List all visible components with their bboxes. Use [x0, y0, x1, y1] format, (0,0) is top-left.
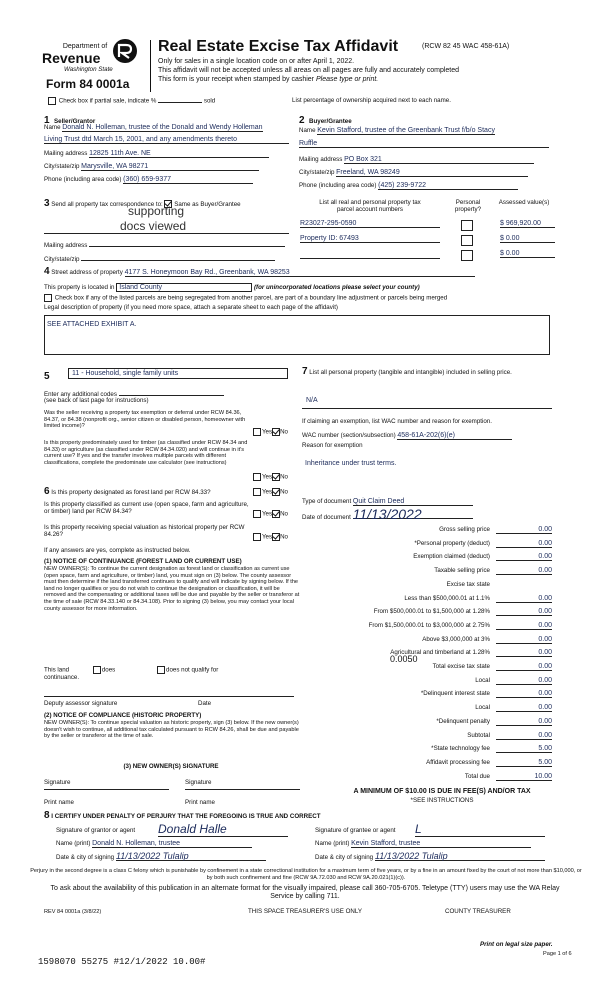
forest-no-checkbox[interactable]	[272, 488, 280, 496]
reason-label: Reason for exemption	[302, 442, 363, 449]
legal-label: Legal description of property (if you need more space, attach a separate sheet to each page of the affidavit)	[44, 304, 338, 311]
parcels-header: List all real and personal property tax parcel account numbers	[319, 199, 421, 214]
historic-yes-checkbox[interactable]	[253, 533, 261, 541]
section7-line	[302, 408, 552, 409]
section3-name-line	[44, 233, 289, 234]
tax-row-label: Taxable selling price	[434, 567, 490, 575]
grantee-date-row: Date & city of signing 11/13/2022 Tulalip	[315, 853, 545, 861]
grantee-sig-label: Signature of grantee or agent	[315, 827, 396, 834]
tax-row-value[interactable]: 0.00	[496, 567, 552, 575]
q1-no-checkbox[interactable]	[272, 428, 280, 436]
notice1-text: NEW OWNER(S): To continue the current designation as forest land or classification as current use (open space, farm and agriculture, or timber) land, you must sign on (3) below. The county assessor must then determine if the land transferred continues to qualify and will indicate by signing below. If the land no longer qualifies or you do not wish to continue the designation or classification, it will be removed and the compensating or additional taxes will be due and payable by the seller or transferor at the time of sale (RCW 84.33.140 or 84.34.108). Prior to signing (3) below, you may contact your local county assessor for more information.	[44, 566, 300, 612]
segregate-row: Check box if any of the listed parcels are being segregated from another parcel, are part of a boundary line adjustment or parcels being merged	[44, 294, 564, 302]
legal-paper-note: Print on legal size paper.	[480, 941, 553, 948]
wac-row: WAC number (section/subsection) 458-61A-202(6)(e)	[302, 432, 512, 440]
assessed-value-header: Assessed value(s)	[498, 199, 550, 206]
tax-row-label: *Delinquent penalty	[436, 717, 490, 725]
grantee-signature[interactable]: L	[415, 822, 545, 837]
doc-type-row: Type of document Quit Claim Deed	[302, 498, 473, 506]
revenue-label: Revenue	[42, 50, 101, 66]
buyer-heading: 2 Buyer/Grantee	[299, 115, 352, 126]
partial-sale-checkbox[interactable]	[48, 97, 56, 105]
parcel-number-1[interactable]: R23027-295-0590	[300, 220, 440, 228]
personal-property-checkbox-3[interactable]	[461, 248, 473, 266]
seller-name-row: Name Donald N. Holleman, trustee of the Donald and Wendy Holleman	[44, 124, 263, 131]
grantor-name-row: Name (print) Donald N. Holleman, trustee	[56, 840, 252, 848]
partial-sale-row: Check box if partial sale, indicate % sold	[48, 97, 215, 105]
parcel-number-3[interactable]	[300, 250, 440, 259]
buyer-phone-row: Phone (including area code) (425) 239-9722	[299, 182, 518, 190]
new-owner-print-1[interactable]: Print name	[44, 799, 74, 806]
section5-q2-answer: Yes No	[253, 473, 288, 481]
dept-label: Department of	[62, 43, 108, 50]
form-number: Form 84 0001a	[46, 77, 130, 91]
section3-city-row: City/state/zip	[44, 254, 275, 263]
tax-row-value[interactable]: 0.00	[496, 540, 552, 548]
section6-q2-answer: Yes No	[253, 510, 288, 518]
buyer-city-row: City/state/zip Freeland, WA 98249	[299, 169, 528, 177]
state-label: Washington State	[64, 66, 113, 73]
legal-description: SEE ATTACHED EXHIBIT A.	[47, 321, 137, 328]
buyer-city[interactable]: Freeland, WA 98249	[336, 169, 528, 177]
seller-mailing[interactable]: 12825 11th Ave. NE	[89, 150, 269, 158]
historic-no-checkbox[interactable]	[272, 533, 280, 541]
buyer-phone[interactable]: (425) 239-9722	[378, 182, 518, 190]
doc-type[interactable]: Quit Claim Deed	[353, 498, 473, 506]
section5-q2: Is this property predominately used for timber (as classified under RCW 84.34 and 84.33) or agriculture (as classified under RCW 84.34.020) and will continue in it's current use? If yes and the transfer involves multiple parcels with different classifications, complete the predominate use calculator (see instructions)	[44, 440, 248, 466]
tax-row-value[interactable]: 10.00	[496, 773, 552, 781]
section3-mailing-row: Mailing address	[44, 240, 285, 249]
revision: REV 84 0001a (3/8/22)	[44, 909, 102, 915]
grantor-date-row: Date & city of signing 11/13/2022 Tulalip	[56, 853, 266, 861]
section5-q1-answer: Yes No	[253, 428, 288, 436]
legal-description-box[interactable]	[44, 315, 550, 355]
county-select[interactable]: Island County	[116, 283, 252, 292]
q1-yes-checkbox[interactable]	[253, 428, 261, 436]
grantee-name-row: Name (print) Kevin Stafford, trustee	[315, 840, 531, 848]
tax-row-label: Gross selling price	[439, 526, 490, 533]
tax-row-value[interactable]: 0.00	[496, 704, 552, 712]
tax-row-label: Agricultural and timberland at 1.28%	[390, 649, 490, 657]
tax-row-value[interactable]: 5.00	[496, 745, 552, 753]
tax-row-value[interactable]: 5.00	[496, 759, 552, 767]
cashier-stamp: 1598070 55275 #12/1/2022 10.00#	[38, 957, 206, 967]
tax-row-label: Subtotal	[467, 731, 490, 739]
street-row: 4 Street address of property 4177 S. Honeymoon Bay Rd., Greenbank, WA 98253	[44, 268, 556, 277]
additional-codes-row: Enter any additional codes	[44, 389, 224, 398]
continuance-label: continuance.	[44, 674, 80, 681]
dor-logo-icon	[112, 38, 138, 64]
additional-codes-input[interactable]	[119, 389, 224, 396]
tax-row-label: *State technology fee	[431, 745, 490, 753]
grantor-signature[interactable]: Donald Halle	[158, 822, 288, 837]
seller-phone-row: Phone (including area code) (360) 659-9377	[44, 176, 253, 184]
exemption-label: If claiming an exemption, list WAC number and reason for exemption.	[302, 418, 492, 425]
tax-row-value[interactable]: 0.00	[496, 608, 552, 616]
tax-row-label: Local	[475, 704, 490, 712]
notice2-text: NEW OWNER(S): To continue special valuation as historic property, sign (3) below. If the new owner(s) doesn't wish to continue, all additional tax calculated pursuant to RCW 84.26, shall be due and payable by the seller or transferor at the time of sale.	[44, 720, 299, 740]
assessed-value-2[interactable]: $ 0.00	[500, 235, 555, 243]
tax-row-value[interactable]: 0.00	[496, 553, 552, 561]
street-address[interactable]: 4177 S. Honeymoon Bay Rd., Greenbank, WA 98253	[125, 269, 475, 277]
minimum-notice: A MINIMUM OF $10.00 IS DUE IN FEE(S) AND/OR TAX	[353, 788, 531, 795]
tax-row-label: Total excise tax state	[432, 663, 490, 670]
doc-date[interactable]: 11/13/2022	[353, 511, 473, 519]
additional-codes-note: (see back of last page for instructions)	[44, 397, 149, 404]
notice3-title: (3) NEW OWNER(S) SIGNATURE	[123, 763, 219, 770]
parcel-number-2[interactable]: Property ID: 67493	[300, 235, 440, 243]
header-sub1: Only for sales in a single location code on or after April 1, 2022.	[158, 58, 355, 65]
assessed-value-3[interactable]: $ 0.00	[500, 250, 555, 258]
tax-row-label: From $1,500,000.01 to $3,000,000 at 2.75%	[368, 621, 490, 629]
tax-row-value[interactable]: 0.00	[496, 718, 552, 726]
wac-number[interactable]: 458-61A-202(6)(e)	[397, 432, 512, 440]
does-not-checkbox[interactable]	[157, 666, 165, 674]
page-title: Real Estate Excise Tax Affidavit	[158, 38, 399, 55]
new-owner-print-2[interactable]: Print name	[185, 799, 215, 806]
statute-ref: (RCW 82 45 WAC 458-61A)	[422, 43, 510, 50]
page-number: Page 1 of 6	[543, 951, 572, 957]
header-sub2: This affidavit will not be accepted unless all areas on all pages are fully and accurately completed	[158, 67, 460, 74]
supporting-stamp: supporting	[128, 204, 185, 218]
exemption-reason[interactable]: Inheritance under trust terms.	[305, 460, 397, 467]
sig-line-1	[44, 789, 169, 790]
tax-row-label: *Personal property (deduct)	[414, 539, 490, 547]
tax-row-label: *Delinquent interest state	[420, 690, 490, 698]
header-sub3: This form is your receipt when stamped by cashier Please type or print.	[158, 76, 379, 83]
tax-row-value[interactable]: 0.00	[496, 649, 552, 657]
tax-row-label: Local	[475, 676, 490, 684]
seller-phone[interactable]: (360) 659-9377	[123, 176, 253, 184]
q2-no-checkbox[interactable]	[272, 473, 280, 481]
see-instructions: *SEE INSTRUCTIONS	[410, 797, 474, 804]
personal-property-header: Personal property?	[454, 199, 482, 214]
tax-row-value[interactable]: 0.00	[496, 595, 552, 603]
new-owner-sig-1[interactable]: Signature	[44, 779, 71, 786]
tax-row-value[interactable]: 0.00	[496, 636, 552, 644]
seller-mailing-row: Mailing address 12825 11th Ave. NE	[44, 150, 269, 158]
section5-num: 5	[44, 371, 50, 382]
forest-yes-checkbox[interactable]	[253, 488, 261, 496]
tax-row-value[interactable]: 0.00	[496, 677, 552, 685]
section6-q1-answer: Yes No	[253, 488, 288, 496]
use-code-select[interactable]: 11 - Household, single family units	[68, 368, 288, 379]
assessed-value-1[interactable]: $ 969,920.00	[500, 220, 555, 228]
tax-row-value[interactable]: 0.00	[496, 732, 552, 740]
current-use-yes-checkbox[interactable]	[253, 510, 261, 518]
section6-q3: Is this property receiving special valuation as historical property per RCW 84.26?	[44, 524, 245, 539]
deputy-sig-label: Deputy assessor signature	[44, 700, 118, 707]
tax-row-label: Total due	[464, 772, 490, 780]
current-use-no-checkbox[interactable]	[272, 510, 280, 518]
tax-row-label: Above $3,000,000 at 3%	[422, 635, 490, 643]
tax-row-value[interactable]: 0.00	[496, 690, 552, 698]
q2-yes-checkbox[interactable]	[253, 473, 261, 481]
notice2-title: (2) NOTICE OF COMPLIANCE (HISTORIC PROPERTY)	[44, 712, 202, 719]
does-checkbox[interactable]	[93, 666, 101, 674]
county-treasurer: COUNTY TREASURER	[445, 908, 511, 915]
tax-row-label: Less than $500,000.01 at 1.1%	[404, 594, 490, 602]
pct-instruction: List percentage of ownership acquired next to each name.	[292, 97, 451, 104]
new-owner-sig-2[interactable]: Signature	[185, 779, 212, 786]
buyer-name-2[interactable]: Ruffle	[299, 140, 549, 148]
buyer-mailing[interactable]: PO Box 321	[344, 156, 534, 164]
grantee-print-name[interactable]: Kevin Stafford, trustee	[351, 840, 531, 848]
buyer-mailing-row: Mailing address PO Box 321	[299, 156, 534, 164]
tax-row-label: Exemption claimed (deduct)	[413, 553, 490, 561]
buyer-name-1[interactable]: Kevin Stafford, trustee of the Greenbank Trust f/b/o Stacy	[317, 127, 495, 134]
county-row: This property is located in Island County (for unincorporated locations please select your county)	[44, 284, 420, 291]
buyer-name-row: Name Kevin Stafford, trustee of the Greenbank Trust f/b/o Stacy	[299, 127, 495, 134]
accessibility-notice: To ask about the availability of this publication in an alternate format for the visually impaired, please call 360-705-6705. Teletype (TTY) users may use the WA Relay Service by calling 711.	[50, 885, 560, 901]
tax-row-label: From $500,000.01 to $1,500,000 at 1.28%	[373, 608, 490, 616]
tax-row-label: Affidavit processing fee	[426, 758, 490, 766]
grantor-print-name[interactable]: Donald N. Holleman, trustee	[92, 840, 252, 848]
section7-label: 7 List all personal property (tangible and intangible) included in selling price.	[302, 366, 512, 377]
if-yes-instruction: If any answers are yes, complete as instructed below.	[44, 547, 191, 554]
perjury-notice: Perjury in the second degree is a class C felony which is punishable by confinement in a state correctional institution for a maximum term of five years, or by a fine in an amount fixed by the court of not more than $10,000, or by both such confinement and fine (RCW 9A.72.030 and RCW 9A.20.021(1)(c)).	[30, 868, 582, 881]
tax-row-value[interactable]: 0.00	[496, 622, 552, 630]
treasurer-use: THIS SPACE TREASURER'S USE ONLY	[248, 908, 362, 915]
grantee-date[interactable]: 11/13/2022 Tulalip	[375, 853, 545, 861]
seller-city[interactable]: Marysville, WA 98271	[81, 163, 259, 171]
deputy-date-label: Date	[198, 700, 212, 707]
seller-name-1[interactable]: Donald N. Holleman, trustee of the Donald and Wendy Holleman	[62, 124, 263, 131]
certify-text: 8 I CERTIFY UNDER PENALTY OF PERJURY THAT THE FOREGOING IS TRUE AND CORRECT	[44, 810, 321, 821]
personal-property-list[interactable]: N/A	[306, 397, 318, 404]
section5-q1: Was the seller receiving a property tax exemption or deferral under RCW 84.36, 84.37, or 84.38 (nonprofit org., senior citizen or disabled person, homeowner with limited income)?	[44, 410, 246, 430]
tax-row-value[interactable]: 0.00	[496, 663, 552, 671]
grantor-date[interactable]: 11/13/2022 Tulalip	[116, 853, 266, 861]
local-rate: 0.0050	[390, 654, 418, 664]
section6-q3-answer: Yes No	[253, 533, 288, 541]
section6-q1: 6 Is this property designated as forest land per RCW 84.33?	[44, 486, 211, 497]
deputy-sig-line[interactable]	[44, 696, 294, 697]
section6-q2: Is this property classified as current use (open space, farm and agriculture, or timber) land per RCW 84.34?	[44, 501, 249, 516]
section3-row: 3 Send all property tax correspondence to: Same as Buyer/Grantee	[44, 198, 241, 209]
grantor-sig-label: Signature of grantor or agent	[56, 827, 136, 834]
seller-heading: 1 Seller/Grantor	[44, 115, 96, 126]
this-land-row: This land does does not qualify for	[44, 666, 219, 674]
segregate-checkbox[interactable]	[44, 294, 52, 302]
tax-row-label: Excise tax state	[446, 580, 490, 588]
seller-city-row: City/state/zip Marysville, WA 98271	[44, 163, 259, 171]
notice1-title: (1) NOTICE OF CONTINUANCE (FOREST LAND OR CURRENT USE)	[44, 558, 242, 565]
seller-name-2[interactable]: Living Trust dtd March 15, 2001, and any amendments thereto	[44, 136, 289, 144]
sig-line-2	[185, 789, 300, 790]
tax-row-value[interactable]: 0.00	[496, 526, 552, 534]
docs-viewed-stamp: docs viewed	[120, 219, 187, 233]
doc-date-row: Date of document 11/13/2022	[302, 511, 473, 521]
header-divider	[150, 40, 151, 92]
